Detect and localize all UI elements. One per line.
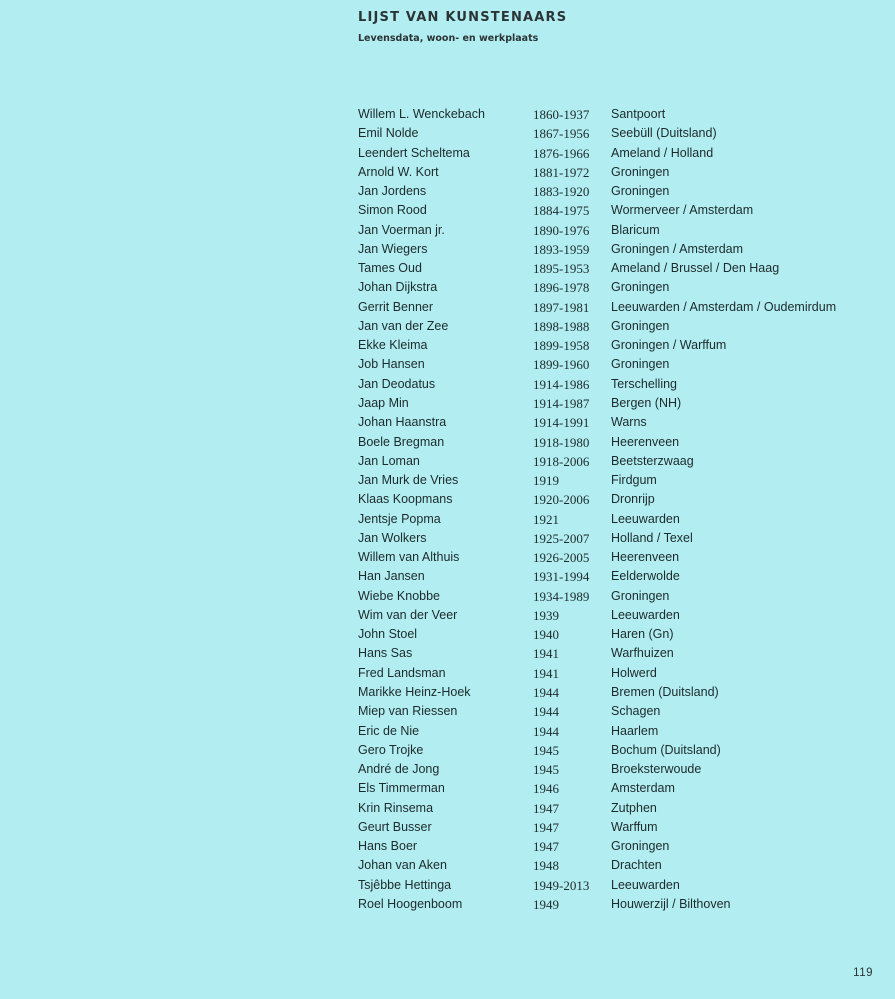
artist-name: Jan Deodatus — [358, 376, 436, 391]
page-number: 119 — [853, 967, 873, 979]
list-item — [358, 644, 861, 663]
artist-dates: 1925-2007 — [533, 530, 590, 546]
artist-dates: 1945 — [533, 762, 559, 778]
artist-name: Jaap Min — [358, 395, 409, 410]
artist-name: Klaas Koopmans — [358, 492, 453, 507]
artist-dates: 1896-1978 — [533, 280, 590, 296]
artist-place: Houwerzijl / Bilthoven — [611, 896, 731, 911]
list-item — [358, 702, 861, 721]
artist-place: Santpoort — [611, 107, 666, 121]
artist-place: Groningen — [611, 184, 670, 199]
artist-dates: 1918-1980 — [533, 434, 590, 450]
list-item — [358, 587, 861, 606]
artist-dates: 1934-1989 — [533, 588, 590, 604]
list-item — [358, 298, 861, 317]
artist-place: Warfhuizen — [611, 646, 674, 661]
artist-name: Jan Wolkers — [358, 530, 427, 545]
list-item — [358, 394, 861, 413]
list-item — [358, 895, 861, 914]
list-item — [358, 163, 861, 182]
artist-name: John Stoel — [358, 627, 418, 642]
list-item — [358, 221, 861, 240]
list-item — [358, 606, 861, 625]
artist-dates: 1881-1972 — [533, 164, 590, 180]
artist-name: Jan Jordens — [358, 184, 427, 199]
artist-name: Gero Trojke — [358, 742, 424, 757]
list-item — [358, 413, 861, 432]
artist-name: Els Timmerman — [358, 781, 445, 796]
list-item — [358, 375, 861, 394]
page-subtitle: Levensdata, woon- en werkplaats — [358, 33, 539, 44]
list-item — [358, 856, 861, 875]
artist-place: Warffum — [611, 819, 658, 834]
artist-name: Fred Landsman — [358, 665, 446, 680]
artist-dates: 1876-1966 — [533, 145, 590, 161]
artist-dates: 1921 — [533, 511, 559, 527]
artist-name: Johan van Aken — [358, 858, 447, 873]
artist-place: Haren (Gn) — [611, 627, 674, 642]
list-item — [358, 548, 861, 567]
list-item — [358, 741, 861, 760]
artist-name: Job Hansen — [358, 357, 425, 372]
list-item — [358, 837, 861, 856]
artist-name: Roel Hoogenboom — [358, 896, 463, 911]
artist-place: Seebüll (Duitsland) — [611, 126, 717, 141]
artist-place: Groningen / Amsterdam — [611, 241, 744, 256]
artist-dates: 1947 — [533, 839, 559, 855]
artist-dates: 1944 — [533, 704, 559, 720]
artist-place: Groningen — [611, 280, 670, 295]
artist-name: Ekke Kleima — [358, 338, 428, 353]
artist-dates: 1944 — [533, 684, 559, 700]
artist-name: Emil Nolde — [358, 126, 419, 141]
artist-name: Jan van der Zee — [358, 318, 449, 333]
artist-name: Hans Sas — [358, 646, 413, 661]
list-item — [358, 683, 861, 702]
artist-place: Eelderwolde — [611, 569, 680, 584]
artist-dates: 1867-1956 — [533, 126, 590, 142]
artist-name: Tames Oud — [358, 261, 422, 276]
artist-dates: 1941 — [533, 646, 559, 662]
artist-name: Jentsje Popma — [358, 511, 441, 526]
artist-place: Bremen (Duitsland) — [611, 684, 719, 699]
artist-name: Hans Boer — [358, 839, 418, 854]
list-item — [358, 317, 861, 336]
artist-dates: 1914-1987 — [533, 395, 590, 411]
artist-place: Leeuwarden — [611, 607, 680, 622]
artist-name: Jan Voerman jr. — [358, 222, 445, 237]
list-item — [358, 452, 861, 471]
artist-place: Warns — [611, 415, 647, 430]
artist-name: Willem van Althuis — [358, 550, 460, 565]
list-item — [358, 433, 861, 452]
artist-name: Simon Rood — [358, 203, 427, 218]
artist-place: Ameland / Brussel / Den Haag — [611, 261, 780, 276]
artist-dates: 1949 — [533, 896, 559, 912]
artist-place: Groningen — [611, 318, 670, 333]
list-item — [358, 471, 861, 490]
artist-dates: 1947 — [533, 800, 559, 816]
artist-name: Jan Murk de Vries — [358, 473, 459, 488]
list-item — [358, 144, 861, 163]
artist-name: Jan Loman — [358, 453, 420, 468]
list-item — [358, 818, 861, 837]
artist-name: Eric de Nie — [358, 723, 420, 738]
artist-name: Willem L. Wenckebach — [358, 107, 485, 121]
artist-dates: 1931-1994 — [533, 569, 590, 585]
list-item — [358, 779, 861, 798]
list-item — [358, 278, 861, 297]
artist-place: Bergen (NH) — [611, 395, 682, 410]
artist-place: Bochum (Duitsland) — [611, 742, 721, 757]
artist-name: Marikke Heinz-Hoek — [358, 684, 471, 699]
artist-dates: 1919 — [533, 473, 559, 489]
artist-place: Wormerveer / Amsterdam — [611, 203, 754, 218]
list-item — [358, 799, 861, 818]
list-item — [358, 240, 861, 259]
artist-dates: 1941 — [533, 665, 559, 681]
list-item — [358, 490, 861, 509]
list-item — [358, 201, 861, 220]
artist-place: Ameland / Holland — [611, 145, 714, 160]
artist-name: Leendert Scheltema — [358, 145, 470, 160]
list-item — [358, 355, 861, 374]
artist-place: Holland / Texel — [611, 530, 693, 545]
artist-dates: 1944 — [533, 723, 559, 739]
artist-dates: 1899-1958 — [533, 338, 590, 354]
artist-place: Leeuwarden — [611, 877, 680, 892]
list-item — [358, 760, 861, 779]
artist-name: Johan Dijkstra — [358, 280, 438, 295]
artist-name: André de Jong — [358, 762, 440, 777]
artist-place: Dronrijp — [611, 492, 655, 507]
artist-dates: 1940 — [533, 627, 559, 643]
artist-dates: 1949-2013 — [533, 877, 590, 893]
artist-place: Broeksterwoude — [611, 762, 702, 777]
artist-dates: 1895-1953 — [533, 261, 590, 277]
artist-dates: 1860-1937 — [533, 107, 590, 122]
artist-place: Haarlem — [611, 723, 659, 738]
artist-dates: 1884-1975 — [533, 203, 590, 219]
artist-list — [358, 105, 861, 914]
artist-name: Miep van Riessen — [358, 704, 458, 719]
list-item — [358, 182, 861, 201]
list-item — [358, 664, 861, 683]
list-item — [358, 625, 861, 644]
artist-dates: 1948 — [533, 858, 559, 874]
artist-name: Tsjêbbe Hettinga — [358, 877, 452, 892]
artist-place: Groningen — [611, 588, 670, 603]
artist-place: Zutphen — [611, 800, 657, 815]
artist-place: Leeuwarden — [611, 511, 680, 526]
artist-name: Krin Rinsema — [358, 800, 434, 815]
artist-name: Johan Haanstra — [358, 415, 447, 430]
list-item — [358, 259, 861, 278]
artist-dates: 1918-2006 — [533, 453, 590, 469]
artist-place: Schagen — [611, 704, 661, 719]
artist-place: Beetsterzwaag — [611, 453, 694, 468]
artist-place: Terschelling — [611, 376, 678, 391]
list-item — [358, 567, 861, 586]
list-item — [358, 124, 861, 143]
artist-name: Wiebe Knobbe — [358, 588, 441, 603]
artist-place: Heerenveen — [611, 550, 680, 565]
artist-place: Groningen — [611, 357, 670, 372]
artist-place: Drachten — [611, 858, 662, 873]
artist-place: Groningen / Warffum — [611, 338, 727, 353]
artist-dates: 1914-1991 — [533, 415, 590, 431]
artist-place: Heerenveen — [611, 434, 680, 449]
list-item — [358, 529, 861, 548]
artist-name: Gerrit Benner — [358, 299, 434, 314]
artist-dates: 1899-1960 — [533, 357, 590, 373]
list-item — [358, 722, 861, 741]
artist-dates: 1898-1988 — [533, 318, 590, 334]
artist-dates: 1897-1981 — [533, 299, 590, 315]
artist-dates: 1890-1976 — [533, 222, 590, 238]
list-item — [358, 105, 861, 124]
artist-name: Boele Bregman — [358, 434, 445, 449]
artist-place: Firdgum — [611, 473, 657, 488]
artist-name: Arnold W. Kort — [358, 164, 439, 179]
artist-place: Holwerd — [611, 665, 657, 680]
artist-place: Groningen — [611, 164, 670, 179]
artist-dates: 1945 — [533, 742, 559, 758]
artist-name: Han Jansen — [358, 569, 425, 584]
page-title: LIJST VAN KUNSTENAARS — [358, 10, 568, 25]
artist-place: Amsterdam — [611, 781, 675, 796]
artist-name: Jan Wiegers — [358, 241, 428, 256]
artist-dates: 1893-1959 — [533, 241, 590, 257]
artist-dates: 1926-2005 — [533, 550, 590, 566]
list-item — [358, 336, 861, 355]
artist-dates: 1947 — [533, 819, 559, 835]
artist-place: Groningen — [611, 839, 670, 854]
list-item — [358, 876, 861, 895]
artist-name: Wim van der Veer — [358, 607, 458, 622]
artist-place: Blaricum — [611, 222, 660, 237]
artist-dates: 1946 — [533, 781, 559, 797]
artist-dates: 1939 — [533, 607, 559, 623]
artist-dates: 1914-1986 — [533, 376, 590, 392]
artist-dates: 1920-2006 — [533, 492, 590, 508]
artist-name: Geurt Busser — [358, 819, 432, 834]
list-item — [358, 510, 861, 529]
artist-place: Leeuwarden / Amsterdam / Oudemirdum — [611, 299, 837, 314]
artist-dates: 1883-1920 — [533, 184, 590, 200]
